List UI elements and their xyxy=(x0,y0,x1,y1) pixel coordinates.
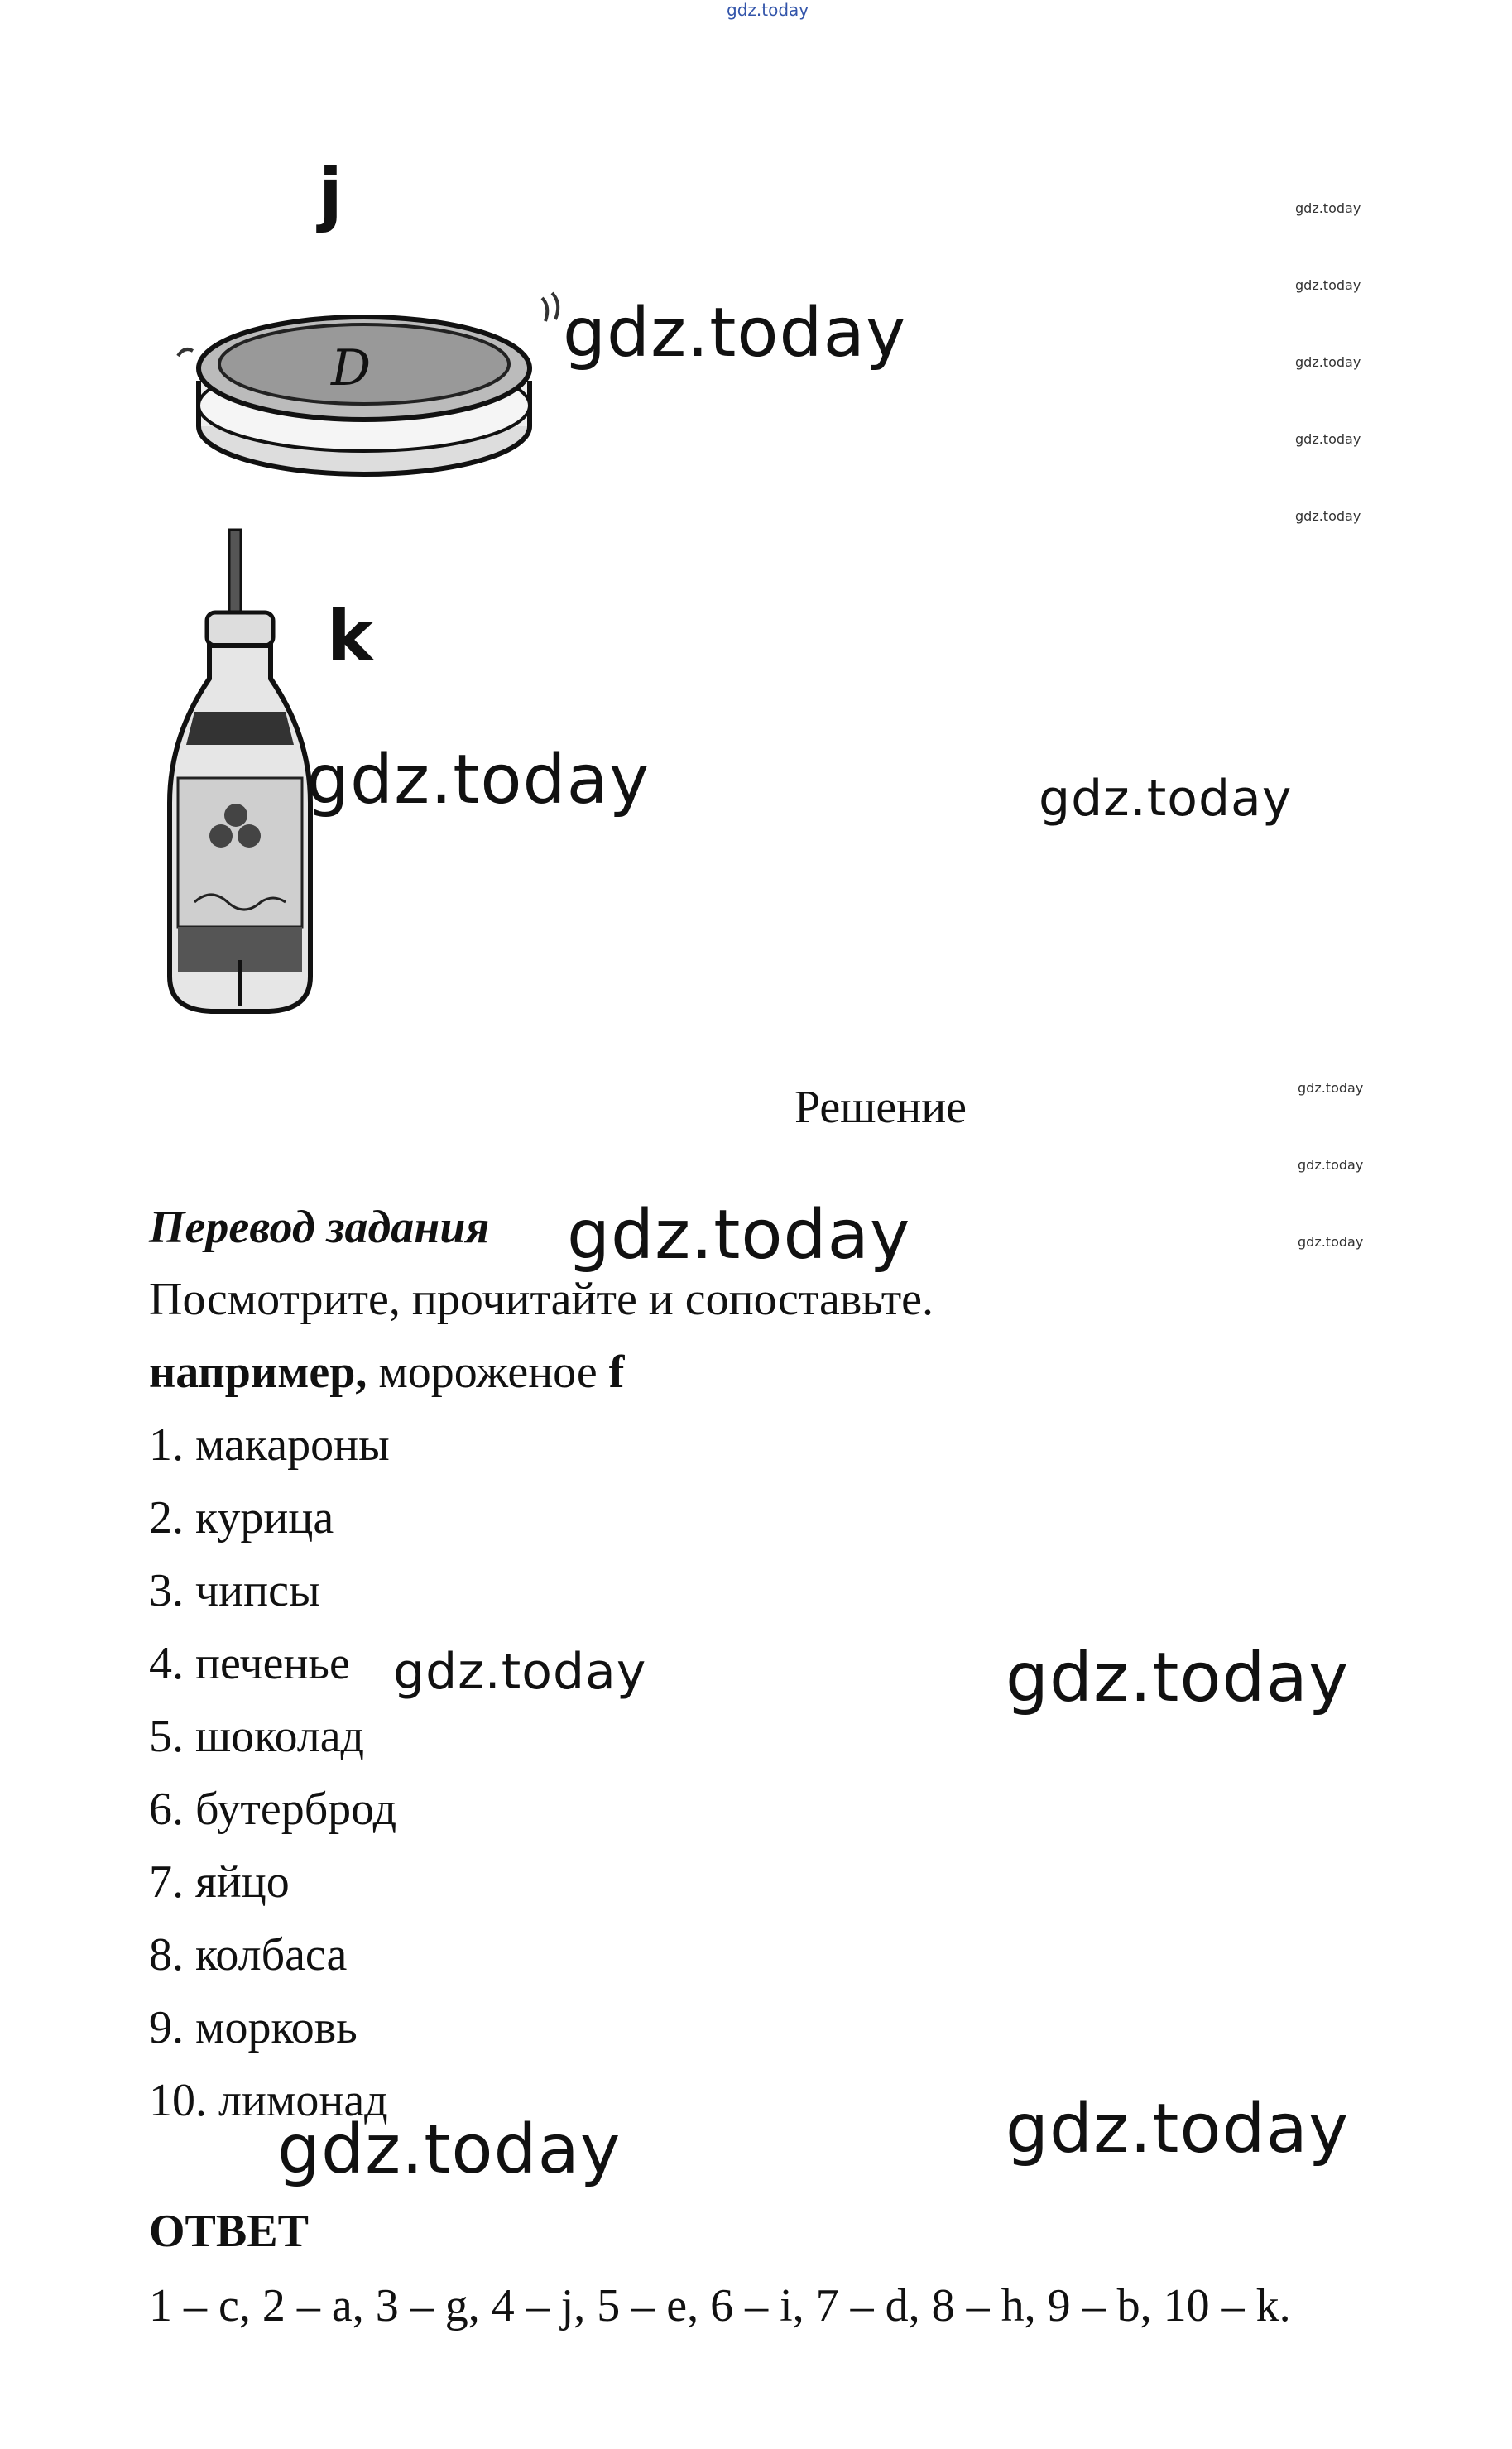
example-line xyxy=(149,1347,625,1398)
translation-title: Перевод задания xyxy=(149,1202,490,1253)
watermark: gdz.today xyxy=(393,1643,647,1701)
list-item: 7. яйцо xyxy=(149,1856,290,1908)
example-word: мороженое xyxy=(378,1347,598,1398)
list-item: 1. макароны xyxy=(149,1419,390,1471)
list-item: 8. колбаса xyxy=(149,1929,348,1981)
watermark-small: gdz.today xyxy=(1298,1157,1364,1173)
watermark: gdz.today xyxy=(1006,1639,1350,1717)
watermark: gdz.today xyxy=(277,2110,622,2189)
watermark: gdz.today xyxy=(563,294,907,372)
list-item: 3. чипсы xyxy=(149,1565,320,1616)
picture-label-k: k xyxy=(327,596,373,677)
watermark: gdz.today xyxy=(1006,2090,1350,2168)
example-label: например, xyxy=(149,1347,367,1398)
watermark-small: gdz.today xyxy=(1298,1234,1364,1250)
watermark-small: gdz.today xyxy=(1298,1080,1364,1096)
answer-text: 1 – c, 2 – a, 3 – g, 4 – j, 5 – e, 6 – i, 7 – d, 8 – h, 9 – b, 10 – k. xyxy=(149,2280,1291,2331)
watermark-small: gdz.today xyxy=(1295,200,1361,216)
list-item: 2. курица xyxy=(149,1492,334,1544)
watermark-small: gdz.today xyxy=(1295,508,1361,524)
watermark-top: gdz.today xyxy=(727,0,809,20)
list-item: 4. печенье xyxy=(149,1638,350,1689)
watermark: gdz.today xyxy=(567,1196,911,1275)
lemonade-bottle-illustration xyxy=(161,530,327,1014)
list-item: 6. бутерброд xyxy=(149,1784,397,1835)
list-item: 9. морковь xyxy=(149,2002,358,2053)
watermark-small: gdz.today xyxy=(1295,354,1361,370)
solution-heading: Решение xyxy=(794,1082,967,1133)
watermark: gdz.today xyxy=(1039,770,1293,828)
instruction-text: Посмотрите, прочитайте и сопоставьте. xyxy=(149,1274,934,1325)
watermark: gdz.today xyxy=(306,741,650,819)
svg-text:D: D xyxy=(331,339,372,397)
answer-title: ОТВЕТ xyxy=(149,2206,309,2257)
cookie-illustration xyxy=(161,281,559,480)
watermark-small: gdz.today xyxy=(1295,277,1361,293)
example-letter: f xyxy=(608,1347,625,1398)
watermark-small: gdz.today xyxy=(1295,431,1361,447)
list-item: 10. лимонад xyxy=(149,2075,388,2126)
picture-label-j: j xyxy=(319,153,343,234)
list-item: 5. шоколад xyxy=(149,1711,365,1762)
